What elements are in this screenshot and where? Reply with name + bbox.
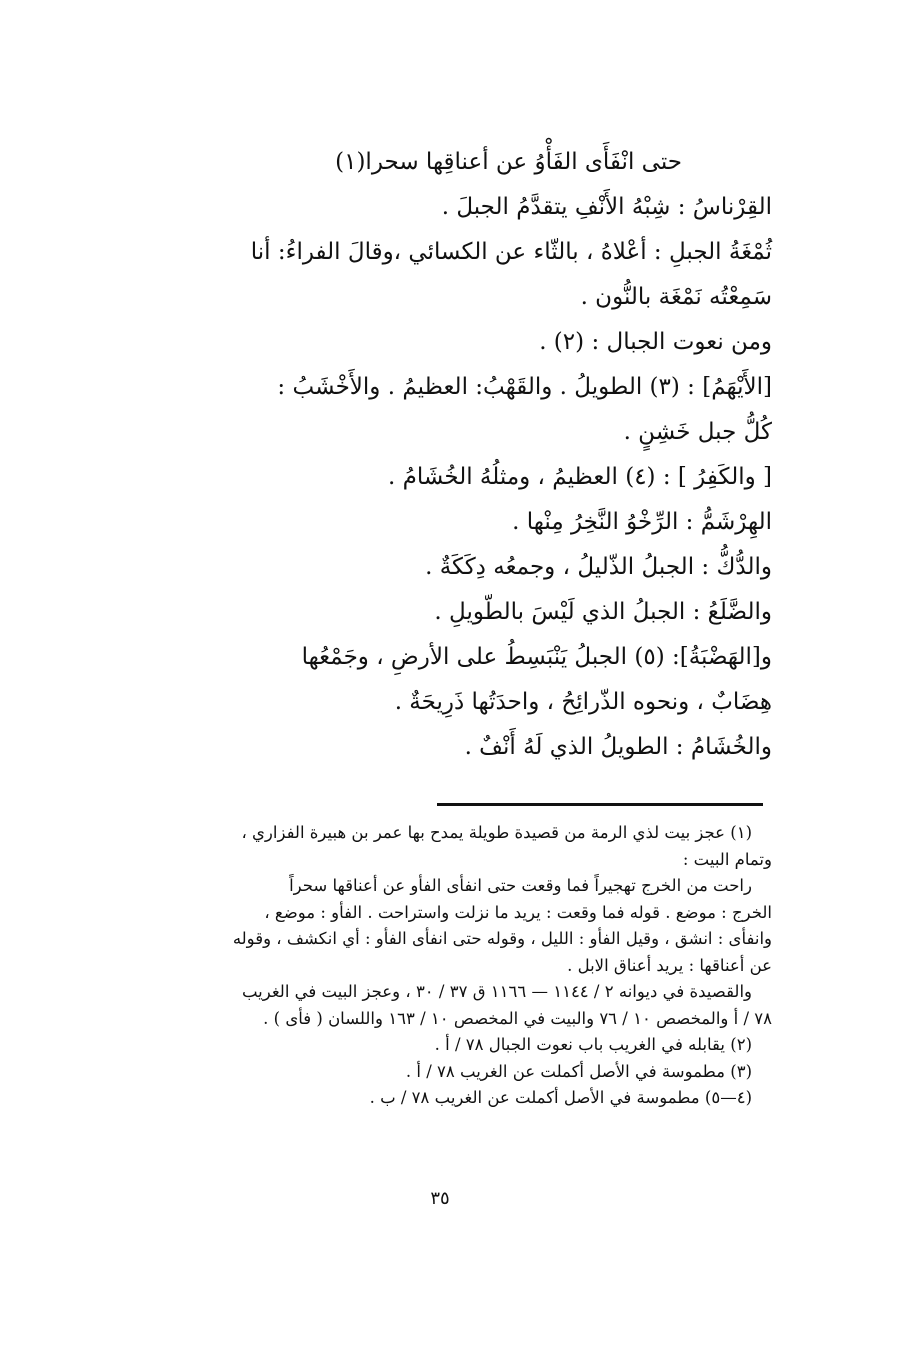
text-line: [ والكَفِرُ ] : (٤) العظيمُ ، ومثلُهُ الخُشَامُ . [387, 464, 772, 490]
text-line: هِضَابٌ ، ونحوه الذّرائِحُ ، واحدَتُها ذَرِيحَةٌ . [394, 689, 772, 715]
footnotes [140, 820, 772, 1112]
footnote-divider [437, 803, 763, 806]
text-line: ومن نعوت الجبال : (٢) . [539, 329, 772, 355]
footnote-verse-line: راحت من الخرج تهجيراً فما وقعت حتى انفأى الفأو عن أعناقها سحراً [289, 876, 752, 895]
footnote-line: (٤—٥) مطموسة في الأصل أكملت عن الغريب ٧٨ / ب . [369, 1088, 752, 1107]
page-number: ٣٥ [430, 1188, 450, 1209]
text-line: سَمِعْتُه نَمْغَة بالنُّون . [580, 284, 772, 310]
footnote-line: (٣) مطموسة في الأصل أكملت عن الغريب ٧٨ / أ . [405, 1061, 752, 1081]
text-line: ثُمْغَةُ الجبلِ : أعْلاهُ ، بالثّاء عن الكسائي ،وقالَ الفراءُ: أنا [250, 239, 772, 265]
footnote-line: وتمام البيت : [682, 849, 772, 869]
footnote-line: وانفأى : انشق ، وقيل الفأو : الليل ، وقوله حتى انفأى الفأو : أي انكشف ، وقوله [232, 929, 772, 948]
footnote-line: (٢) يقابله في الغريب باب نعوت الجبال ٧٨ / أ . [434, 1035, 752, 1054]
text-line: [الأَيْهَمُ] : (٣) الطويلُ . والقَهْبُ: العظيمُ . والأَخْشَبُ : [277, 374, 772, 400]
text-line: و[الهَضْبَةُ]: (٥) الجبلُ يَنْبَسِطُ على الأرضِ ، وجَمْعُها [301, 644, 772, 670]
footnote-line: (١) عجز بيت لذي الرمة من قصيدة طويلة يمدح بها عمر بن هبيرة الفزاري ، [241, 823, 752, 842]
text-line: كُلُّ جبل خَشِنٍ . [623, 419, 772, 445]
text-line: والدُّكُّ : الجبلُ الذّليلُ ، وجمعُه دِكَكَةٌ . [425, 554, 772, 580]
footnote-line: ٧٨ / أ والمخصص ١٠ / ٧٦ والبيت في المخصص ١٠ / ١٦٣ واللسان ( فأى ) . [263, 1008, 772, 1028]
footnote-line: والقصيدة في ديوانه ٢ / ١١٤٤ — ١١٦٦ ق ٣٧ / ٣٠ ، وعجز البيت في الغريب [241, 982, 752, 1001]
verse-line: حتى انْفَأَى الفَأْوُ عن أعناقِها سحرا(١) [335, 149, 682, 175]
footnote-line: عن أعناقها : يريد أعناق الابل . [567, 955, 772, 975]
footnote-line: الخرج : موضع . قوله فما وقعت : يريد ما نزلت واستراحت . الفأو : موضع ، [264, 902, 772, 922]
text-line: القِرْناسُ : شِبْهُ الأَنْفِ يتقدَّمُ الجبلَ . [441, 194, 772, 220]
main-text [130, 140, 772, 770]
text-line: والضَّلَعُ : الجبلُ الذي لَيْسَ بالطّويلِ . [434, 599, 772, 625]
text-line: والخُشَامُ : الطويلُ الذي لَهُ أَنْفٌ . [464, 734, 772, 760]
text-line: الهِرْشَمُّ : الرِّخْوُ النَّخِرُ مِنْها . [512, 509, 772, 535]
